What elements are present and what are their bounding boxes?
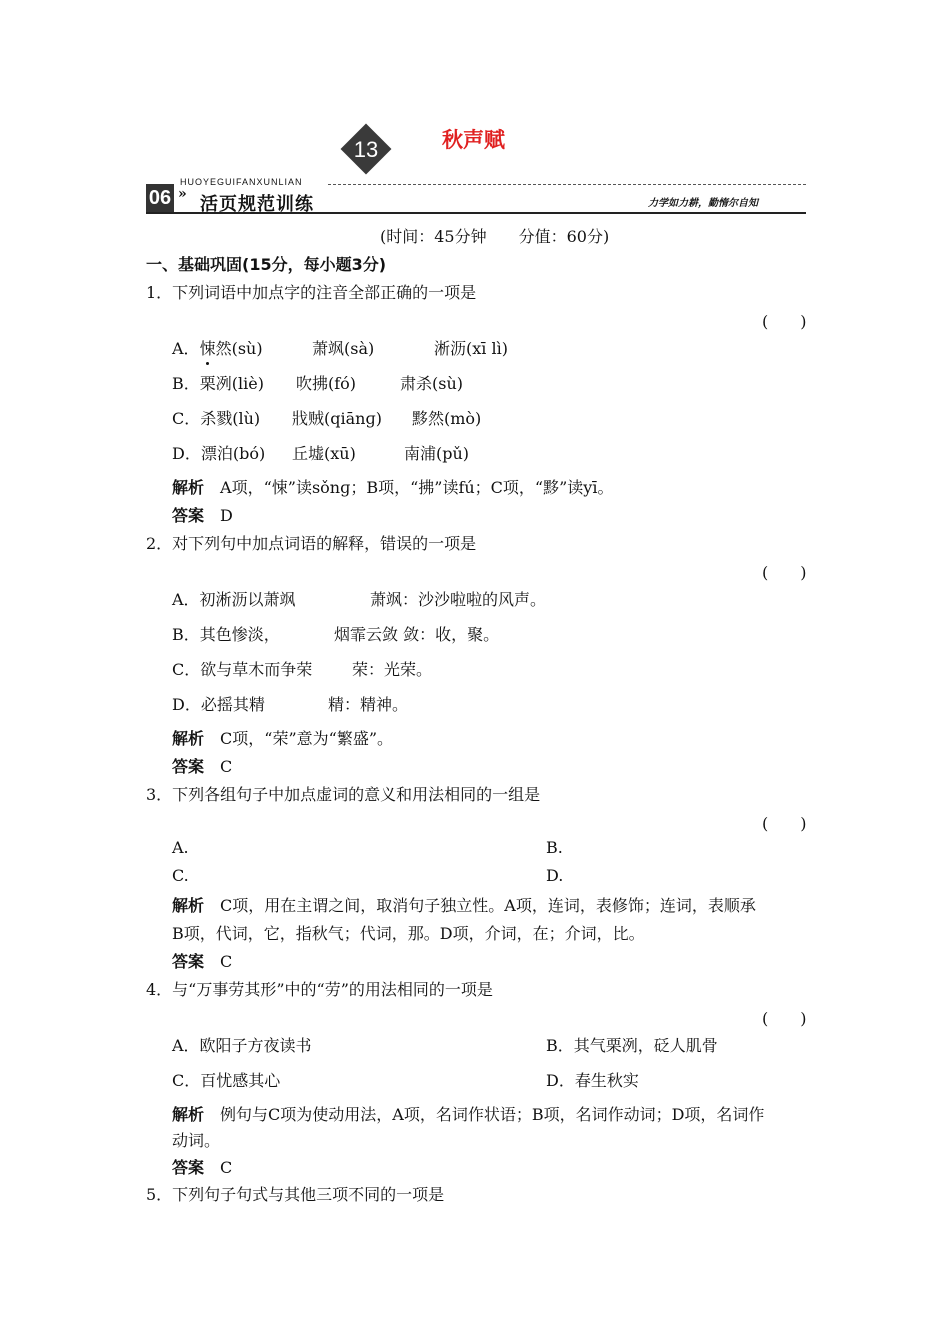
q1-explanation — [172, 475, 613, 498]
lesson-title: 秋声赋 — [442, 128, 505, 152]
option-label: D． — [172, 444, 201, 463]
q2-option-c: C．欲与草木而争荣 — [172, 660, 313, 679]
q3-answer — [172, 949, 232, 972]
explanation-label: 解析 — [172, 478, 205, 497]
q3-option-a: A. — [172, 838, 189, 857]
q2-explanation — [172, 726, 393, 749]
answer-text: C — [220, 952, 233, 971]
option-text: 然(sù) — [215, 339, 263, 358]
q2-answer — [172, 754, 232, 777]
q3-option-c: C. — [172, 866, 189, 885]
q1-answer — [172, 503, 233, 526]
header-title: 活页规范训练 — [200, 194, 314, 215]
q1-option-a-2: 萧飒(sà) — [312, 339, 375, 358]
q2-option-d-explain: 精：精神。 — [328, 695, 409, 714]
q4-stem: 4．与“万事劳其形”中的“劳”的用法相同的一项是 — [146, 980, 493, 999]
answer-text: C — [220, 757, 233, 776]
explanation-text: 例句与C项为使动用法，A项，名词作状语；B项，名词作动词；D项，名词作 — [220, 1105, 765, 1124]
q3-explanation-cont: B项，代词，它，指秋气；代词，那。D项，介词，在；介词，比。 — [172, 924, 645, 943]
option-label: A． — [172, 339, 200, 358]
answer-text: D — [220, 506, 233, 525]
explanation-label: 解析 — [172, 1105, 205, 1124]
q3-option-b: B. — [546, 838, 563, 857]
q1-option-d-3: 南浦(pǔ) — [404, 444, 470, 463]
q4-option-a: A．欧阳子方夜读书 — [172, 1036, 312, 1055]
q1-option-c — [172, 406, 260, 429]
q2-option-a: A．初淅沥以萧飒 — [172, 590, 296, 609]
q3-answer-blank: ( ) — [762, 814, 807, 833]
option-label: B． — [172, 374, 200, 393]
option-label: C． — [172, 409, 201, 428]
dotted-char: 悚 — [200, 336, 216, 359]
answer-label: 答案 — [172, 952, 205, 971]
q2-option-c-explain: 荣：光荣。 — [352, 660, 433, 679]
q5-stem: 5．下列句子句式与其他三项不同的一项是 — [146, 1185, 445, 1204]
header-motto: 力学如力耕，勤惰尔自知 — [648, 198, 758, 209]
q3-explanation — [172, 893, 756, 916]
explanation-text: C项，用在主谓之间，取消句子独立性。A项，连词，表修饰；连词，表顺承 — [220, 896, 756, 915]
q1-option-b-2: 吹拂(fó) — [296, 374, 357, 393]
exam-meta: (时间：45分钟 分值：60分) — [380, 227, 610, 246]
section-heading: 一、基础巩固(15分，每小题3分) — [146, 255, 387, 274]
q1-option-a-3: 淅沥(xī lì) — [434, 339, 508, 358]
q1-option-b-3: 肃杀(sù) — [400, 374, 464, 393]
q2-answer-blank: ( ) — [762, 563, 807, 582]
q4-answer-blank: ( ) — [762, 1009, 807, 1028]
lesson-number: 13 — [353, 137, 379, 162]
header-code: 06 — [146, 184, 174, 212]
explanation-text: C项，“荣”意为“繁盛”。 — [220, 729, 393, 748]
option-text: 栗冽(liè) — [199, 374, 264, 393]
q2-option-b-explain: 烟霏云敛 敛：收，聚。 — [334, 625, 500, 644]
answer-label: 答案 — [172, 1158, 205, 1177]
header-pinyin: HUOYEGUIFANXUNLIAN — [180, 177, 303, 187]
explanation-text: A项，“悚”读sǒnɡ；B项，“拂”读fú；C项，“黟”读yī。 — [220, 478, 614, 497]
q2-stem: 2．对下列句中加点词语的解释，错误的一项是 — [146, 534, 477, 553]
q1-option-c-2: 戕贼(qiānɡ) — [292, 409, 382, 428]
header-arrow-icon: » — [178, 186, 187, 202]
q4-option-d: D．春生秋实 — [546, 1071, 639, 1090]
answer-label: 答案 — [172, 506, 205, 525]
q4-explanation — [172, 1102, 764, 1125]
q2-option-d: D．必摇其精 — [172, 695, 265, 714]
header-rule — [146, 212, 806, 214]
answer-label: 答案 — [172, 757, 205, 776]
q1-answer-blank: ( ) — [762, 312, 807, 331]
q1-stem: 1．下列词语中加点字的注音全部正确的一项是 — [146, 283, 477, 302]
q3-option-d: D. — [546, 866, 564, 885]
header-dashed-divider — [328, 184, 806, 185]
answer-text: C — [220, 1158, 233, 1177]
q2-option-b: B．其色惨淡， — [172, 625, 280, 644]
q1-option-a — [172, 336, 263, 359]
explanation-label: 解析 — [172, 729, 205, 748]
q3-stem: 3．下列各组句子中加点虚词的意义和用法相同的一组是 — [146, 785, 541, 804]
option-text: 杀戮(lù) — [200, 409, 261, 428]
q4-explanation-cont: 动词。 — [172, 1131, 221, 1150]
explanation-label: 解析 — [172, 896, 205, 915]
option-text: 漂泊(bó) — [200, 444, 266, 463]
q2-option-a-explain: 萧飒：沙沙啦啦的风声。 — [370, 590, 547, 609]
q1-option-b — [172, 371, 264, 394]
q4-option-b: B．其气栗冽，砭人肌骨 — [546, 1036, 718, 1055]
q1-option-d — [172, 441, 265, 464]
q1-option-d-2: 丘墟(xū) — [292, 444, 356, 463]
q4-answer — [172, 1155, 232, 1178]
q1-option-c-3: 黟然(mò) — [412, 409, 482, 428]
q4-option-c: C．百忧感其心 — [172, 1071, 281, 1090]
